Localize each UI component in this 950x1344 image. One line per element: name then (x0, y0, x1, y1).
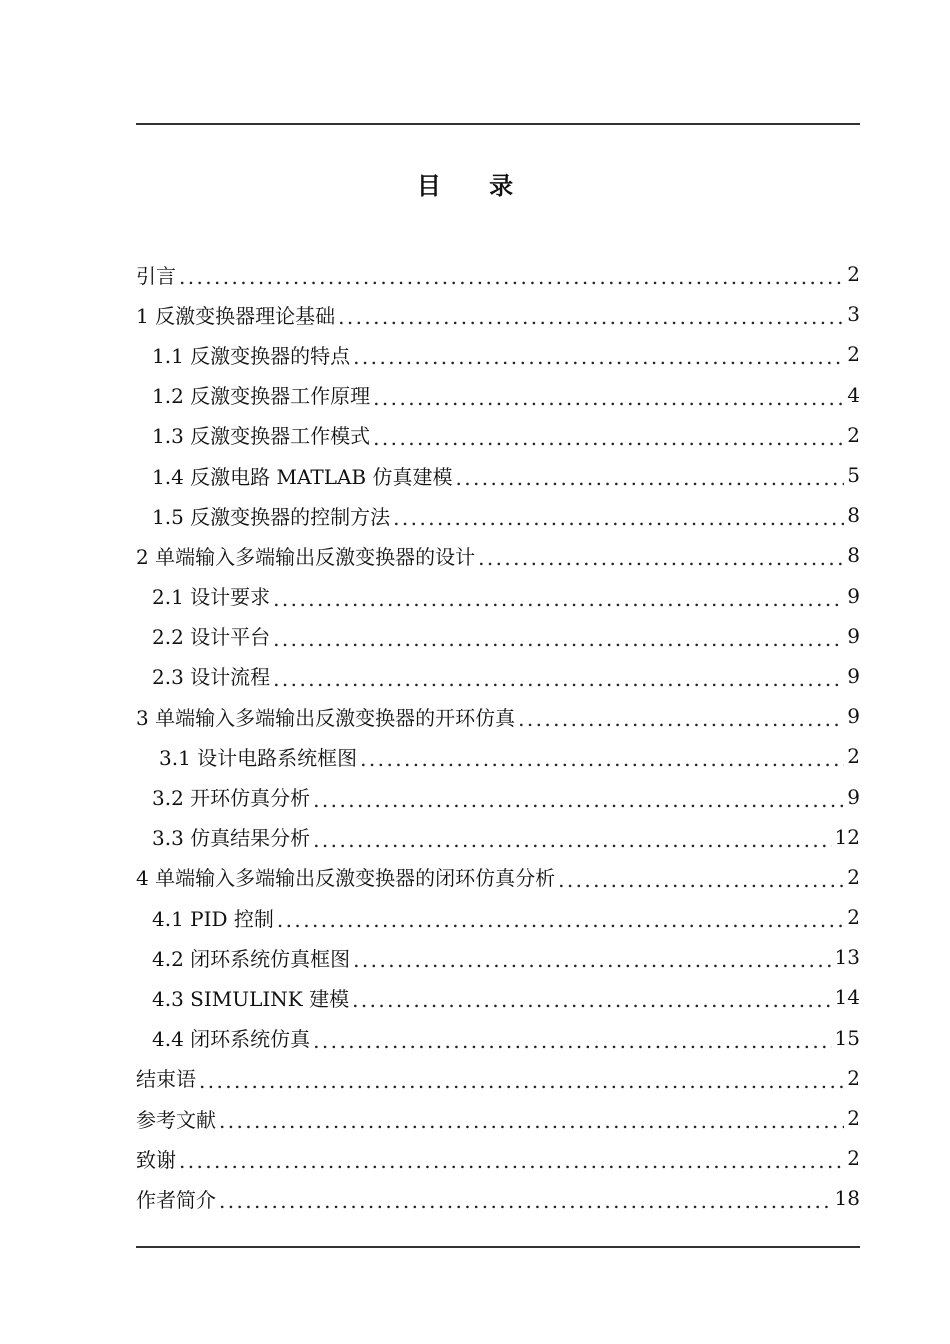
toc-entry[interactable] (136, 1178, 860, 1218)
dot-leader (360, 747, 844, 771)
dot-leader (373, 386, 844, 410)
toc-entry-title: 4 单端输入多端输出反激变换器的闭环仿真分析 (136, 866, 556, 891)
toc-entry-title: 2 单端输入多端输出反激变换器的设计 (136, 544, 476, 569)
toc-entry-title: 1.5 反激变换器的控制方法 (152, 504, 391, 529)
dot-leader (393, 506, 844, 530)
toc-entry-title: 1.3 反激变换器工作模式 (152, 424, 371, 449)
toc-entry[interactable] (136, 817, 860, 857)
toc-entry-title: 1 反激变换器理论基础 (136, 303, 336, 328)
toc-entry-title: 2.2 设计平台 (152, 625, 271, 650)
dot-leader (558, 868, 844, 892)
toc-entry-title: 参考文献 (136, 1107, 216, 1132)
toc-entry-page-number: 8 (847, 543, 860, 568)
page-title: 目 录 (416, 172, 534, 200)
toc-entry-page-number: 2 (847, 905, 860, 930)
dot-leader (373, 426, 844, 450)
toc-entry-page-number: 4 (847, 382, 860, 407)
toc-entry-title: 致谢 (136, 1147, 176, 1172)
toc-entry[interactable] (136, 736, 860, 776)
toc-entry[interactable] (136, 897, 860, 937)
toc-entry-page-number: 8 (847, 503, 860, 528)
dot-leader (219, 1189, 832, 1213)
dot-leader (353, 948, 831, 972)
dot-leader (219, 1109, 844, 1133)
toc-entry-page-number: 12 (834, 824, 860, 849)
toc-entry-title: 4.1 PID 控制 (152, 906, 274, 931)
toc-entry-title: 4.2 闭环系统仿真框图 (152, 946, 351, 971)
toc-entry-title: 3 单端输入多端输出反激变换器的开环仿真 (136, 705, 516, 730)
toc-entry-title: 引言 (136, 263, 176, 288)
toc-entry-title: 2.3 设计流程 (152, 665, 271, 690)
toc-entry-page-number: 9 (847, 704, 860, 729)
dot-leader (353, 345, 844, 369)
toc-entry[interactable] (136, 1098, 860, 1138)
toc-entry-title: 1.4 反激电路 MATLAB 仿真建模 (152, 464, 453, 489)
toc-entry-page-number: 15 (834, 1025, 860, 1050)
toc-entry[interactable] (136, 334, 860, 374)
dot-leader (179, 1149, 844, 1173)
toc-entry[interactable] (136, 294, 860, 334)
toc-entry-page-number: 2 (847, 744, 860, 769)
toc-entry-page-number: 9 (847, 663, 860, 688)
toc-entry[interactable] (136, 1018, 860, 1058)
toc-entry-page-number: 2 (847, 1065, 860, 1090)
toc-entry-title: 4.4 闭环系统仿真 (152, 1027, 311, 1052)
dot-leader (478, 546, 844, 570)
dot-leader (313, 1029, 831, 1053)
toc-entry[interactable] (136, 535, 860, 575)
dot-leader (179, 265, 844, 289)
dot-leader (273, 667, 844, 691)
toc-entry-page-number: 9 (847, 623, 860, 648)
toc-entry[interactable] (136, 696, 860, 736)
dot-leader (199, 1069, 844, 1093)
toc-entry-page-number: 18 (834, 1186, 860, 1211)
toc-entry-page-number: 5 (847, 463, 860, 488)
toc-entry-page-number: 9 (847, 583, 860, 608)
toc-entry-page-number: 2 (847, 422, 860, 447)
toc-entry-title: 3.1 设计电路系统框图 (159, 745, 358, 770)
toc-entry[interactable] (136, 656, 860, 696)
toc-entry-title: 2.1 设计要求 (152, 585, 271, 610)
dot-leader (273, 587, 844, 611)
header-rule (136, 123, 860, 125)
dot-leader (313, 828, 831, 852)
toc-entry-title: 1.1 反激变换器的特点 (152, 343, 351, 368)
dot-leader (518, 707, 844, 731)
toc-entry[interactable] (136, 495, 860, 535)
toc-entry-page-number: 2 (847, 342, 860, 367)
dot-leader (352, 988, 831, 1012)
toc-entry[interactable] (136, 576, 860, 616)
toc-entry-page-number: 9 (847, 784, 860, 809)
toc-entry-title: 3.3 仿真结果分析 (152, 826, 311, 851)
toc-entry-page-number: 13 (834, 945, 860, 970)
toc-entry[interactable] (136, 1058, 860, 1098)
toc-entry-page-number: 3 (847, 302, 860, 327)
dot-leader (338, 305, 844, 329)
toc-entry[interactable] (136, 1138, 860, 1178)
toc-entry[interactable] (136, 254, 860, 294)
toc-entry[interactable] (136, 616, 860, 656)
toc-entry[interactable] (136, 415, 860, 455)
dot-leader (455, 466, 844, 490)
toc-entry[interactable] (136, 455, 860, 495)
toc-entry[interactable] (136, 776, 860, 816)
toc-entry-page-number: 2 (847, 1146, 860, 1171)
dot-leader (313, 788, 844, 812)
toc-entry-page-number: 2 (847, 864, 860, 889)
toc-entry-title: 作者简介 (136, 1187, 216, 1212)
dot-leader (277, 908, 844, 932)
toc-entry[interactable] (136, 857, 860, 897)
toc-entry-page-number: 2 (847, 262, 860, 287)
toc-entry-title: 1.2 反激变换器工作原理 (152, 384, 371, 409)
toc-entry[interactable] (136, 977, 860, 1017)
toc-entry-title: 4.3 SIMULINK 建模 (152, 986, 350, 1011)
table-of-contents (136, 254, 860, 1219)
toc-entry-title: 3.2 开环仿真分析 (152, 786, 311, 811)
footer-rule (136, 1246, 860, 1248)
dot-leader (273, 627, 844, 651)
toc-entry[interactable] (136, 937, 860, 977)
toc-entry-page-number: 14 (834, 985, 860, 1010)
toc-entry-title: 结束语 (136, 1067, 196, 1092)
toc-entry-page-number: 2 (847, 1106, 860, 1131)
toc-entry[interactable] (136, 375, 860, 415)
